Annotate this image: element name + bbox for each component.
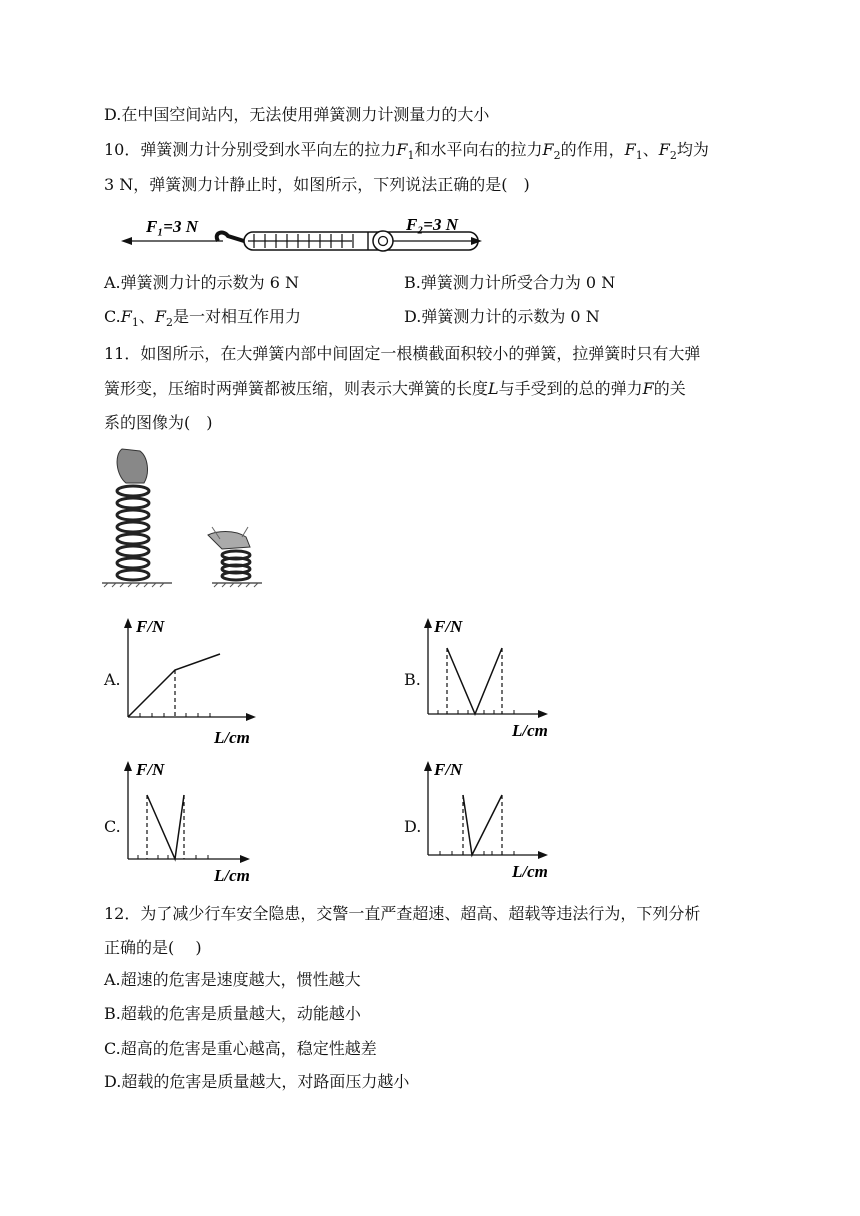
q10-option-d: D.弹簧测力计的示数为 0 N: [404, 307, 600, 326]
q10-stem-line1: 10．弹簧测力计分别受到水平向左的拉力$F_1$和水平向右的拉力$F_2$的作用，$F_1$、$F_2$均为: [104, 140, 709, 163]
graph-c-y-label: F/N: [136, 760, 165, 779]
graph-c-x-label: L/cm: [214, 866, 250, 885]
graph-a-y-label: F/N: [136, 617, 165, 636]
graph-a-option-label: A.: [104, 670, 121, 689]
q11-springs-illustration: [100, 445, 280, 595]
q10-stem-line2: 3 N，弹簧测力计静止时，如图所示，下列说法正确的是( ): [104, 175, 530, 194]
graph-d: [420, 755, 570, 885]
q10-option-b: B.弹簧测力计所受合力为 0 N: [404, 273, 616, 292]
q11-stem-line2: 簧形变，压缩时两弹簧都被压缩，则表示大弹簧的长度L与手受到的总的弹力F的关: [104, 379, 686, 398]
graph-b: [420, 612, 570, 747]
graph-b-option-label: B.: [404, 670, 421, 689]
graph-a-x-label: L/cm: [214, 728, 250, 747]
q12-option-c: C.超高的危害是重心越高，稳定性越差: [104, 1039, 377, 1058]
q10-option-c: $C.F_1$、$F_2$是一对相互作用力: [104, 307, 302, 330]
q12-option-b: B.超载的危害是质量越大，动能越小: [104, 1004, 361, 1023]
graph-d-option-label: D.: [404, 817, 422, 836]
q10-spring-scale-figure: [118, 210, 488, 260]
graph-d-y-label: F/N: [434, 760, 463, 779]
f2-label: F₂=3 N: [406, 215, 458, 234]
q11-stem-line1: 11．如图所示，在大弹簧内部中间固定一根横截面积较小的弹簧，拉弹簧时只有大弹: [104, 344, 701, 363]
graph-b-x-label: L/cm: [512, 721, 548, 740]
q9-option-d: D.在中国空间站内，无法使用弹簧测力计测量力的大小: [104, 105, 490, 124]
q10-option-a: A.弹簧测力计的示数为 6 N: [104, 273, 299, 292]
f1-label: F₁=3 N: [146, 217, 198, 236]
graph-c-option-label: C.: [104, 817, 121, 836]
q11-stem-line3: 系的图像为( ): [104, 413, 213, 432]
graph-c: [120, 755, 270, 885]
q12-stem-line2: 正确的是( ): [104, 938, 202, 957]
q12-option-d: D.超载的危害是质量越大，对路面压力越小: [104, 1072, 410, 1091]
graph-a: [120, 612, 270, 747]
q12-option-a: A.超速的危害是速度越大，惯性越大: [104, 970, 361, 989]
graph-b-y-label: F/N: [434, 617, 463, 636]
q12-stem-line1: 12．为了减少行车安全隐患，交警一直严查超速、超高、超载等违法行为，下列分析: [104, 904, 701, 923]
graph-d-x-label: L/cm: [512, 862, 548, 881]
